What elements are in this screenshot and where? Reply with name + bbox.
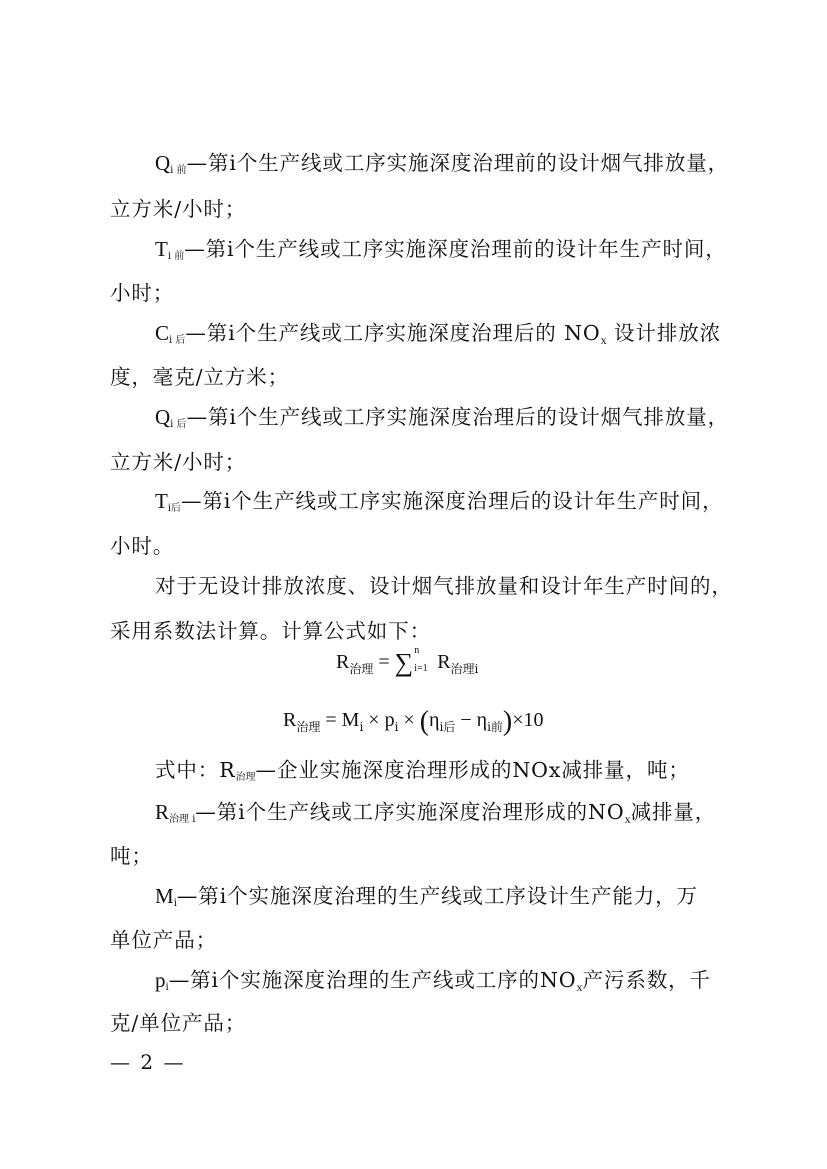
right-paren: ) — [502, 706, 513, 737]
paragraph-text: 采用系数法计算。计算公式如下： — [110, 619, 431, 643]
formula-symbol: R — [283, 709, 297, 731]
times-sign: × — [512, 709, 524, 731]
definition-p — [155, 970, 711, 993]
subscript: i — [173, 898, 177, 909]
definition-text: —第i个生产线或工序实施深度治理后的设计年生产时间， — [181, 489, 724, 513]
sum-limits — [413, 645, 437, 674]
formula-symbol: p — [384, 709, 395, 731]
definition-text: —第i个实施深度治理的生产线或工序的NO — [168, 968, 577, 992]
definition-t-before — [155, 239, 727, 262]
definition-text: —第i个生产线或工序实施深度治理形成的NO — [195, 800, 625, 824]
definition-text: —第i个生产线或工序实施深度治理后的设计烟气排放量， — [186, 405, 730, 429]
definition-text: 度，毫克/立方米； — [110, 365, 290, 389]
definition-c-after-cont — [110, 367, 289, 388]
page-number: — 2 — — [110, 1050, 186, 1074]
definition-text: 式中：R — [155, 758, 236, 782]
definition-r-i — [155, 802, 716, 825]
symbol: p — [155, 968, 166, 992]
formula-subscript: i后 — [439, 720, 456, 734]
definition-text: —第i个生产线或工序实施深度治理前的设计烟气排放量， — [186, 151, 730, 175]
subscript: i 前 — [170, 165, 187, 176]
definition-q-after-cont — [110, 452, 246, 473]
definition-text: 设计排放浓 — [606, 321, 722, 345]
symbol: Q — [155, 405, 171, 429]
subscript: x — [600, 333, 607, 347]
symbol: R — [155, 800, 170, 824]
symbol: M — [155, 884, 174, 908]
sigma-symbol: ∑ — [394, 648, 414, 677]
definition-text: —第i个实施深度治理的生产线或工序设计生产能力，万 — [176, 884, 698, 908]
formula-symbol: M — [341, 709, 360, 731]
symbol: C — [155, 321, 170, 345]
subscript: i 后 — [170, 419, 187, 430]
definition-text: 立方米/小时； — [110, 450, 247, 474]
formula-symbol: η — [429, 709, 440, 731]
subscript: x — [624, 812, 631, 826]
formula-subscript: 治理 — [349, 662, 374, 676]
formula-subscript: 治理i — [450, 662, 479, 676]
subscript: 治理 i — [169, 814, 196, 825]
subscript: i 后 — [169, 335, 186, 346]
equals-sign: = — [378, 651, 390, 673]
definition-text: 小时； — [110, 281, 175, 305]
formula-subscript: i — [359, 720, 364, 734]
symbol: Q — [155, 151, 171, 175]
definition-text: —第i个生产线或工序实施深度治理后的 NO — [185, 321, 601, 345]
definition-r-total — [155, 760, 690, 783]
left-paren: ( — [419, 706, 430, 737]
symbol: T — [155, 489, 168, 513]
formula-subscript: i前 — [487, 720, 503, 734]
definition-q-before — [155, 153, 729, 176]
definition-q-before-cont — [110, 199, 246, 220]
formula-number: 10 — [523, 709, 544, 731]
paragraph-coefficient-method — [155, 576, 733, 597]
definition-r-i-cont — [110, 846, 153, 867]
formula-subscript: i — [394, 720, 399, 734]
minus-sign: − — [460, 709, 472, 731]
formula-symbol: η — [476, 709, 488, 731]
subscript: 治理 — [235, 772, 256, 783]
subscript: x — [576, 980, 583, 994]
definition-q-after — [155, 407, 729, 430]
subscript: i 前 — [167, 251, 185, 262]
definition-m-cont — [110, 930, 217, 951]
definition-text: —第i个生产线或工序实施深度治理前的设计年生产时间， — [184, 237, 727, 261]
definition-text: 吨； — [110, 844, 153, 868]
definition-t-after-cont — [110, 536, 174, 557]
symbol: T — [155, 237, 168, 261]
formula-symbol: R — [437, 651, 451, 673]
paragraph-text: 对于无设计排放浓度、设计烟气排放量和设计年生产时间的， — [155, 574, 733, 598]
sum-upper-limit: n — [414, 645, 420, 656]
definition-text: 单位产品； — [110, 928, 217, 952]
times-sign: × — [403, 709, 415, 731]
times-sign: × — [368, 709, 380, 731]
equals-sign: = — [325, 709, 337, 731]
formula-coefficient — [283, 708, 544, 736]
formula-subscript: 治理 — [296, 720, 321, 734]
definition-text: 小时。 — [110, 534, 175, 558]
definition-text: 克/单位产品； — [110, 1011, 247, 1035]
definition-text: 产污系数，千 — [582, 968, 711, 992]
definition-t-after — [155, 491, 724, 514]
definition-text: 减排量， — [630, 800, 717, 824]
definition-text: —企业实施深度治理形成的NOx减排量，吨； — [255, 758, 690, 782]
formula-sum — [336, 645, 479, 677]
sum-lower-limit: i=1 — [414, 663, 428, 674]
definition-c-after — [155, 323, 721, 346]
definition-p-cont — [110, 1013, 246, 1034]
subscript: i — [165, 982, 169, 993]
paragraph-coefficient-method-cont — [110, 621, 431, 642]
formula-symbol: R — [336, 651, 350, 673]
subscript: i后 — [167, 503, 182, 514]
definition-text: 立方米/小时； — [110, 197, 247, 221]
definition-t-before-cont — [110, 283, 174, 304]
definition-m — [155, 886, 698, 909]
